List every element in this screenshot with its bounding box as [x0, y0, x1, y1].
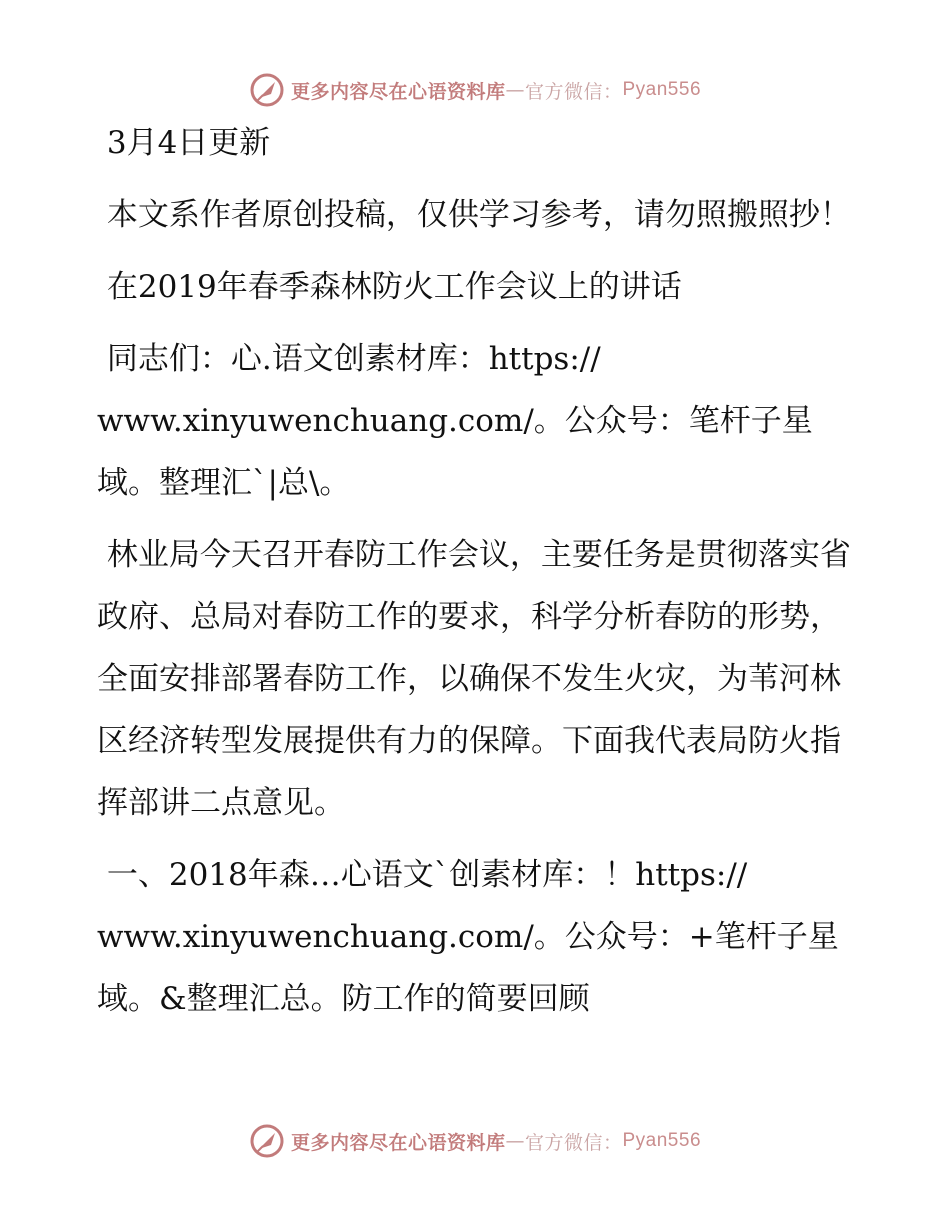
- watermark-brand: 更多内容尽在心语资料库: [290, 1131, 506, 1154]
- document-body: [97, 112, 867, 1030]
- footer-watermark-banner: [0, 1121, 950, 1161]
- watermark-dash: —: [505, 79, 525, 101]
- speech-title: 在2019年春季森林防火工作会议上的讲话: [97, 269, 682, 305]
- intro-paragraph: 林业局今天召开春防工作会议，主要任务是贯彻落实省政府、总局对春防工作的要求，科学分析春防的形势，全面安排部署春防工作，以确保不发生火灾，为苇河林区经济转型发展提供有力的保障。下面我代表局防火指挥部讲二点意见。: [97, 537, 851, 821]
- header-watermark-banner: [0, 70, 950, 110]
- copyright-notice: 本文系作者原创投稿，仅供学习参考，请勿照搬照抄！: [97, 197, 851, 233]
- watermark-wechat-id: Pyan556: [622, 1130, 702, 1151]
- quill-logo-icon: [249, 72, 285, 108]
- watermark-wechat-id: Pyan556: [622, 79, 702, 100]
- salutation-paragraph: 同志们：心.语文创素材库：https:// www.xinyuwenchuang.com/。公众号：笔杆子星域。整理汇`|总\。: [97, 341, 813, 501]
- watermark-brand: 更多内容尽在心语资料库: [290, 80, 506, 103]
- watermark-wechat-label: 官方微信：: [524, 80, 623, 103]
- update-date: 3月4日更新: [97, 125, 271, 161]
- quill-logo-icon: [249, 1123, 285, 1159]
- watermark-dash: —: [505, 1130, 525, 1152]
- section-one-heading: 一、2018年森…心语文`创素材库：！https:// www.xinyuwenchuang.com/。公众号：+笔杆子星域。&整理汇总。防工作的简要回顾: [97, 857, 839, 1017]
- watermark-wechat-label: 官方微信：: [524, 1131, 623, 1154]
